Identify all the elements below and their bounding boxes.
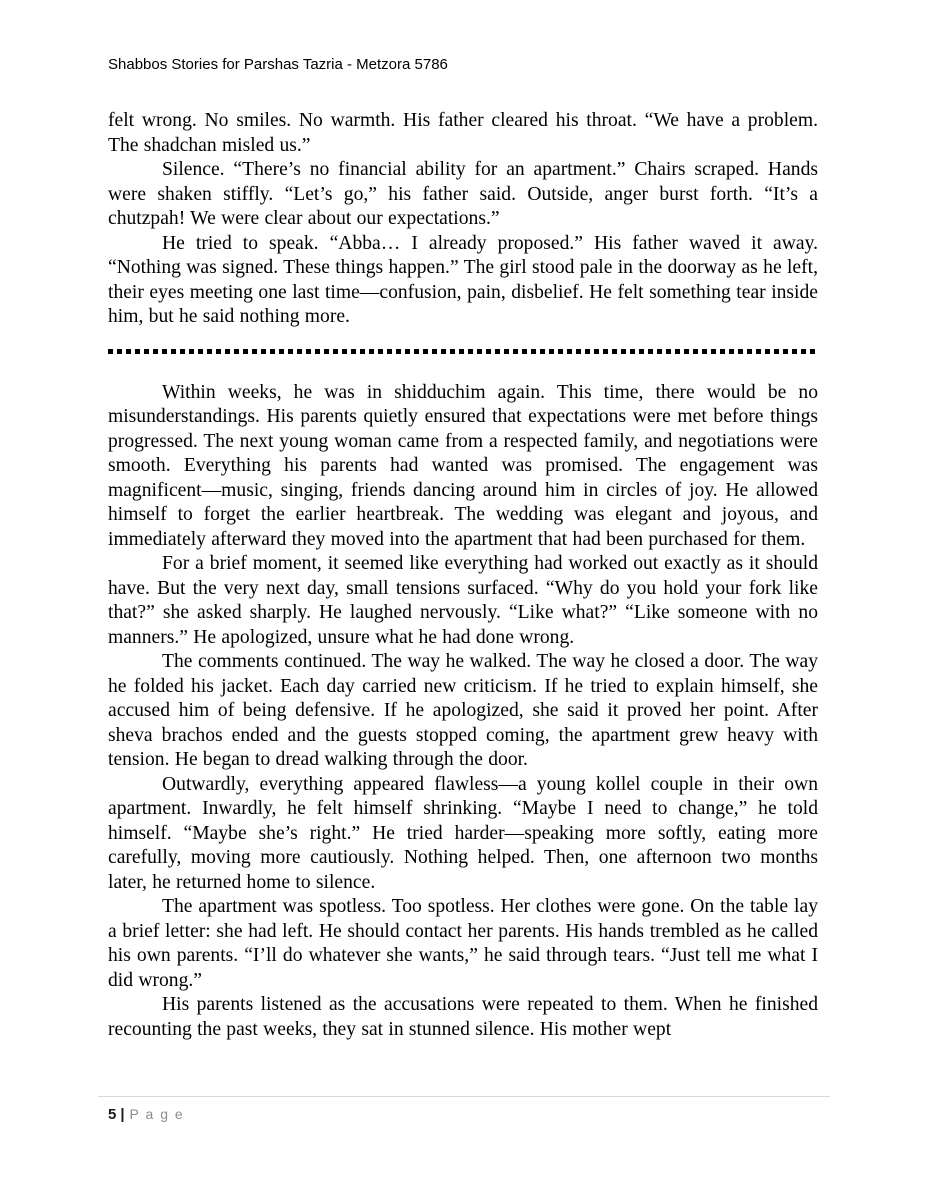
page-number: 5 — [108, 1106, 117, 1123]
paragraph-4: Within weeks, he was in shidduchim again. This time, there would be no misunderstandings. His parents quietly ensured that expectations were met before things progressed. The next young woman came from a respected family, and negotiations were smooth. Everything his parents had wanted was promised. The engagement was magnificent—music, singing, friends dancing around him in circles of joy. He allowed himself to forget the earlier heartbreak. The wedding was elegant and joyous, and immediately afterward they moved into the apartment that had been purchased for them. — [108, 381, 818, 550]
paragraph-9: His parents listened as the accusations were repeated to them. When he finished recounting the past weeks, they sat in stunned silence. His mother wept — [108, 994, 818, 1040]
paragraph-2: Silence. “There’s no financial ability for an apartment.” Chairs scraped. Hands were shaken stiffly. “Let’s go,” his father said. Outside, anger burst forth. “It’s a chutzpah! We were clear about our expectations.” — [108, 159, 818, 229]
dotted-section-divider — [108, 349, 817, 354]
page-header — [108, 55, 818, 75]
paragraph-8: The apartment was spotless. Too spotless. Her clothes were gone. On the table lay a brief letter: she had left. He should contact her parents. His hands trembled as he called his own parents. “I’ll do whatever she wants,” he said through tears. “Just tell me what I did wrong.” — [108, 896, 818, 991]
paragraph-5: For a brief moment, it seemed like everything had worked out exactly as it should have. But the very next day, small tensions surfaced. “Why do you hold your fork like that?” she asked sharply. He laughed nervously. “Like what?” “Like someone with no manners.” He apologized, unsure what he had done wrong. — [108, 553, 818, 648]
header-title: Shabbos Stories for Parshas Tazria - Metzora 5786 — [108, 56, 448, 73]
paragraph-3: He tried to speak. “Abba… I already proposed.” His father waved it away. “Nothing was signed. These things happen.” The girl stood pale in the doorway as he left, their eyes meeting one last time—confusion, pain, disbelief. He felt something tear inside him, but he said nothing more. — [108, 232, 818, 327]
footer-text — [98, 1106, 830, 1123]
document-body — [108, 109, 818, 1042]
footer-divider-line — [98, 1096, 830, 1097]
footer-separator: | — [120, 1106, 125, 1123]
paragraph-1: felt wrong. No smiles. No warmth. His father cleared his throat. “We have a problem. The shadchan misled us.” — [108, 110, 818, 156]
page-footer — [98, 1096, 830, 1123]
paragraph-6: The comments continued. The way he walked. The way he closed a door. The way he folded his jacket. Each day carried new criticism. If he tried to explain himself, she accused him of being defensive. If he apologized, she said it proved her point. After sheva brachos ended and the guests stopped coming, the apartment grew heavy with tension. He began to dread walking through the door. — [108, 651, 818, 770]
paragraph-7: Outwardly, everything appeared flawless—a young kollel couple in their own apartment. Inwardly, he felt himself shrinking. “Maybe I need to change,” he told himself. “Maybe she’s right.” He tried harder—speaking more softly, eating more carefully, moving more cautiously. Nothing helped. Then, one afternoon two months later, he returned home to silence. — [108, 773, 818, 893]
footer-page-label: P a g e — [129, 1106, 185, 1122]
